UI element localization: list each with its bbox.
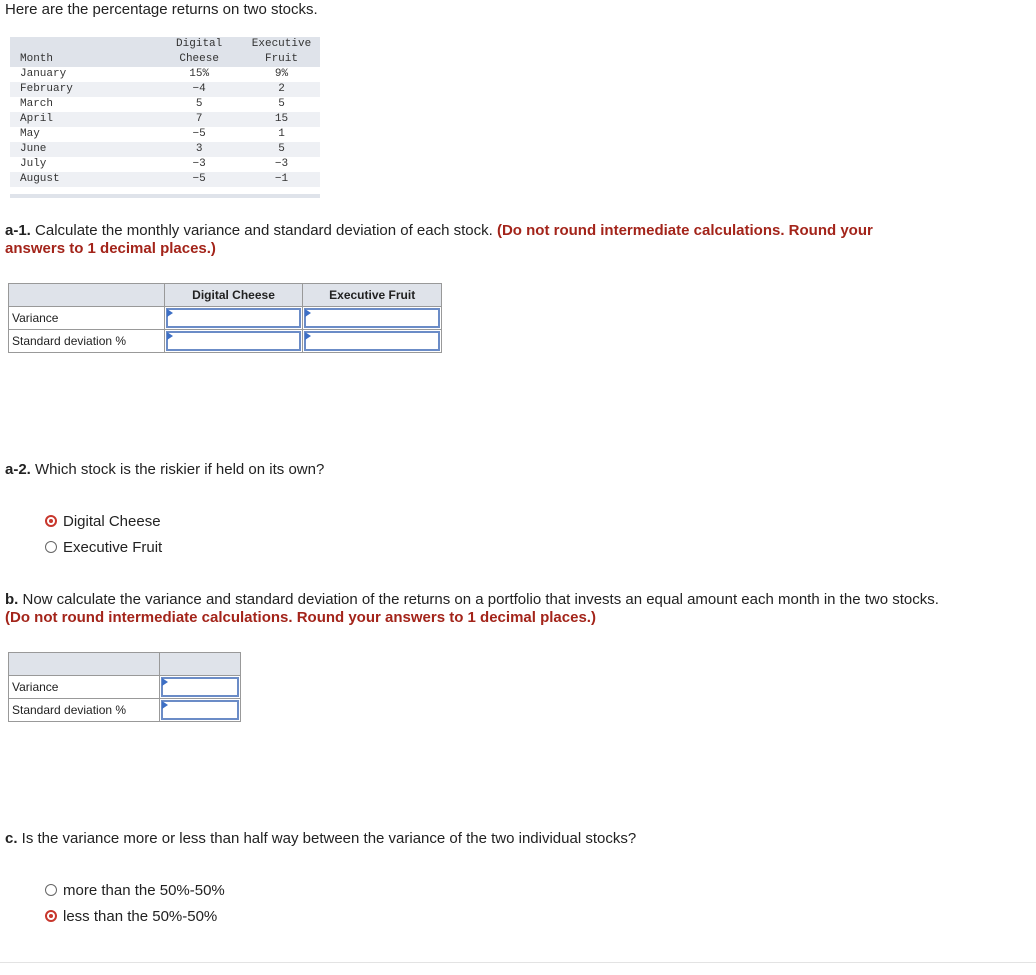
executive-fruit-cell: 1 xyxy=(278,128,285,140)
month-cell: February xyxy=(10,82,155,97)
radio-selected-icon[interactable] xyxy=(45,910,57,922)
executive-fruit-cell: 5 xyxy=(278,98,285,110)
radio-unselected-icon[interactable] xyxy=(45,884,57,896)
question-a1: a-1. Calculate the monthly variance and standard deviation of each stock. (Do not round intermediate calculations. Round your answers to 1 decimal places.) xyxy=(5,222,873,257)
digital-cheese-cell: −3 xyxy=(192,158,206,170)
month-cell: January xyxy=(20,68,67,80)
a1-variance-digital-input[interactable] xyxy=(164,307,303,330)
month-header: Month xyxy=(10,37,155,67)
b-answer-table xyxy=(8,652,241,722)
bottom-divider xyxy=(0,962,1036,963)
c-options xyxy=(45,877,225,929)
executive-fruit-cell: −3 xyxy=(274,158,289,170)
a1-stddev-executive-input[interactable] xyxy=(303,330,442,353)
executive-fruit-header: Executive Fruit xyxy=(243,37,320,67)
digital-cheese-cell: 3 xyxy=(155,142,243,157)
executive-fruit-cell: 15 xyxy=(243,112,320,127)
a2-options xyxy=(45,508,162,560)
month-cell: July xyxy=(20,158,47,170)
month-cell: April xyxy=(10,112,155,127)
a2-option-executive-fruit[interactable]: Executive Fruit xyxy=(45,534,162,560)
executive-fruit-cell: 5 xyxy=(243,142,320,157)
radio-selected-icon[interactable] xyxy=(45,515,57,527)
intro-text: Here are the percentage returns on two stocks. xyxy=(5,1,318,18)
a1-stddev-digital-input[interactable] xyxy=(164,330,303,353)
executive-fruit-cell: 2 xyxy=(243,82,320,97)
month-cell: August xyxy=(10,172,155,187)
b-stddev-label: Standard deviation % xyxy=(9,699,160,722)
digital-cheese-cell: −5 xyxy=(155,172,243,187)
table-row xyxy=(10,142,320,157)
executive-fruit-cell: 9% xyxy=(274,68,289,80)
a1-stddev-label: Standard deviation % xyxy=(9,330,165,353)
month-cell: May xyxy=(20,128,40,140)
table-row xyxy=(10,157,320,172)
a1-col-digital-cheese: Digital Cheese xyxy=(164,284,303,307)
question-b: b. Now calculate the variance and standard deviation of the returns on a portfolio that invests an equal amount each month in the two stocks. (Do not round intermediate calculations. Round your answers to 1 decimal places.) xyxy=(5,591,939,626)
table-row xyxy=(10,97,320,112)
radio-unselected-icon[interactable] xyxy=(45,541,57,553)
digital-cheese-cell: 5 xyxy=(195,98,203,110)
c-option-more[interactable]: more than the 50%-50% xyxy=(45,877,225,903)
a2-option-digital-cheese[interactable]: Digital Cheese xyxy=(45,508,162,534)
table-row xyxy=(10,172,320,187)
c-option-less[interactable]: less than the 50%-50% xyxy=(45,903,225,929)
b-variance-label: Variance xyxy=(9,676,160,699)
question-c: c. Is the variance more or less than half way between the variance of the two individual stocks? xyxy=(5,830,637,847)
digital-cheese-cell: −5 xyxy=(192,128,206,140)
a1-answer-table xyxy=(8,283,442,353)
digital-cheese-header: Digital Cheese xyxy=(155,37,243,67)
returns-table xyxy=(10,37,320,187)
digital-cheese-cell: 15% xyxy=(189,68,210,80)
b-stddev-input[interactable] xyxy=(160,699,241,722)
b-variance-input[interactable] xyxy=(160,676,241,699)
table-row xyxy=(10,127,320,142)
a1-variance-executive-input[interactable] xyxy=(303,307,442,330)
table-bottom-bar xyxy=(10,194,320,198)
table-row xyxy=(10,67,320,82)
executive-fruit-cell: −1 xyxy=(243,172,320,187)
question-a2: a-2. Which stock is the riskier if held on its own? xyxy=(5,461,325,478)
a1-col-executive-fruit: Executive Fruit xyxy=(303,284,442,307)
table-row xyxy=(10,82,320,97)
month-cell: March xyxy=(20,98,54,110)
digital-cheese-cell: 7 xyxy=(155,112,243,127)
month-cell: June xyxy=(10,142,155,157)
digital-cheese-cell: −4 xyxy=(155,82,243,97)
table-row xyxy=(10,112,320,127)
a1-variance-label: Variance xyxy=(9,307,165,330)
